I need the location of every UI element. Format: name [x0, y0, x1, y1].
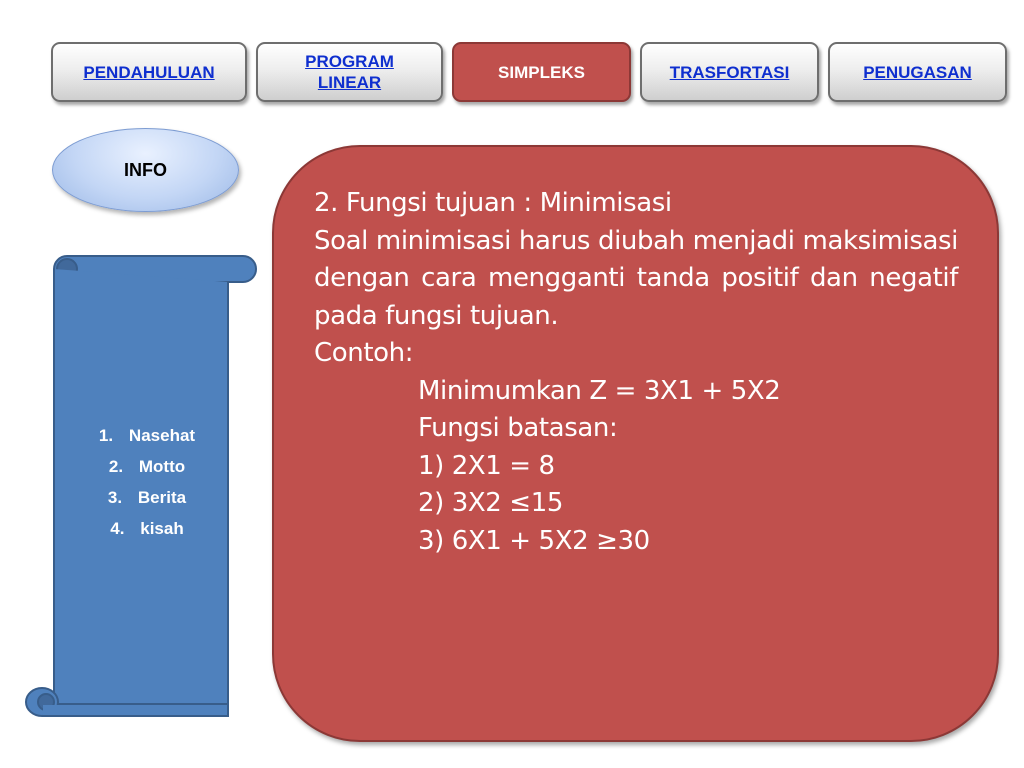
list-item — [67, 482, 227, 513]
content-heading: 2. Fungsi tujuan : Minimisasi — [314, 188, 672, 218]
list-number: 1. — [98, 426, 114, 445]
constraint-2: 2) 3X2 ≤15 — [418, 488, 563, 518]
tab-simpleks[interactable] — [452, 42, 631, 102]
list-number: 3. — [107, 488, 123, 507]
scroll-list — [67, 420, 227, 544]
tab-label: TRASFORTASI — [669, 62, 790, 82]
list-number: 4. — [110, 519, 125, 538]
info-button[interactable] — [52, 128, 239, 212]
tab-label-line-1: PROGRAM — [305, 52, 394, 71]
objective-function: Minimumkan Z = 3X1 + 5X2 — [418, 375, 781, 406]
constraints-label: Fungsi batasan: — [418, 413, 618, 443]
tab-penugasan[interactable] — [828, 42, 1007, 102]
list-text: Berita — [137, 488, 187, 507]
list-text: Nasehat — [128, 426, 196, 445]
tab-pendahuluan[interactable] — [51, 42, 247, 102]
list-item — [67, 420, 227, 451]
scroll-banner — [22, 252, 260, 724]
list-text: kisah — [140, 519, 184, 538]
tab-label: PENUGASAN — [863, 62, 972, 82]
content-box — [272, 145, 999, 742]
tab-label: SIMPLEKS — [498, 62, 585, 82]
info-label: INFO — [124, 159, 167, 180]
content-paragraph: Soal minimisasi harus diubah menjadi maksimisasi dengan cara mengganti tanda positif dan negatif pada fungsi tujuan. — [314, 225, 958, 331]
list-item — [67, 451, 227, 482]
tab-label-line-2: LINEAR — [317, 73, 382, 92]
tab-label: PENDAHULUAN — [83, 62, 215, 82]
constraint-3: 3) 6X1 + 5X2 ≥30 — [418, 525, 650, 556]
list-number: 2. — [108, 457, 124, 476]
content-text — [314, 185, 958, 560]
list-item — [67, 513, 227, 544]
tab-trasfortasi[interactable] — [640, 42, 819, 102]
list-text: Motto — [138, 457, 186, 476]
constraint-1: 1) 2X1 = 8 — [418, 450, 555, 481]
example-label: Contoh: — [314, 338, 414, 368]
tab-program-linear[interactable] — [256, 42, 443, 102]
